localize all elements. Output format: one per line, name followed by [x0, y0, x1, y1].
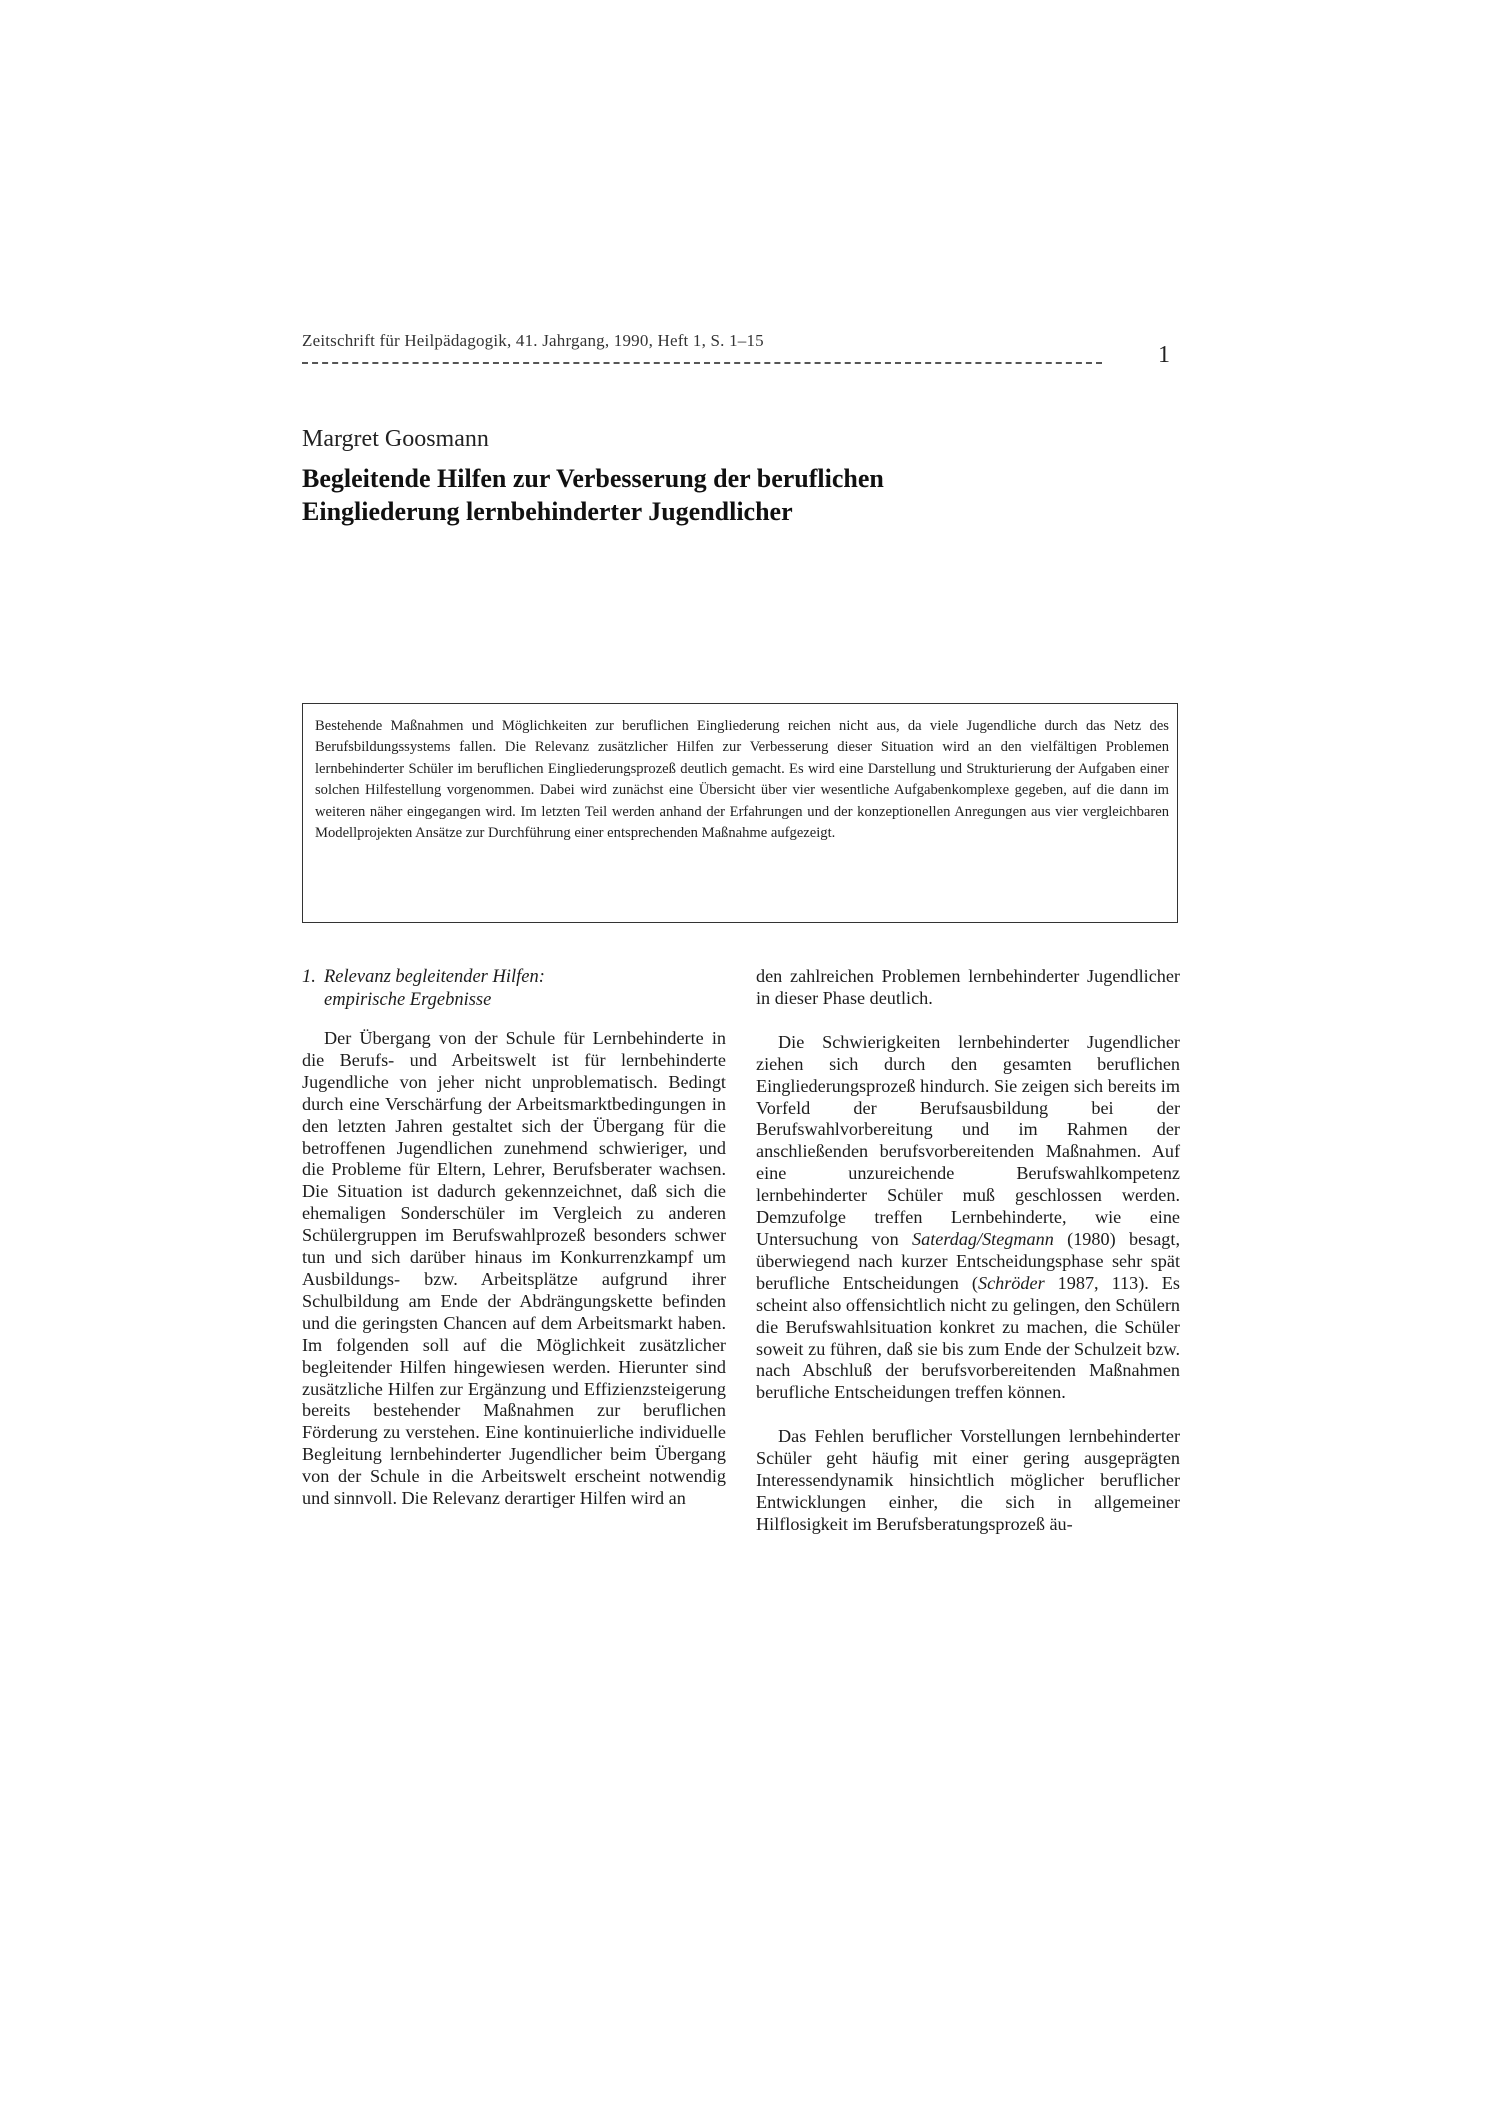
section-heading-line-2: empirische Ergebnisse: [324, 990, 492, 1010]
author-name: Margret Goosmann: [302, 426, 489, 452]
paragraph-continuation: den zahlreichen Problemen lernbehinderter Jugendlicher in dieser Phase deutlich.: [756, 966, 1180, 1008]
citation: Saterdag/Stegmann: [912, 1228, 1054, 1249]
page-number: 1: [1158, 342, 1170, 368]
header-rule: [302, 362, 1102, 364]
paragraph: [756, 1032, 1180, 1404]
section-heading: [302, 966, 726, 1012]
abstract-box: [302, 703, 1178, 923]
paragraph: Das Fehlen beruflicher Vorstellungen lernbehinderter Schüler geht häufig mit einer gering ausgeprägten Interessendynamik hinsichtlich möglicher beruflicher Entwicklungen einher, die sich in allgemeiner Hilflosigkeit im Berufsberatungsprozeß äu-: [756, 1426, 1180, 1534]
section-heading-line-1: Relevanz begleitender Hilfen:: [324, 967, 545, 987]
left-column: [302, 966, 726, 1532]
journal-header: Zeitschrift für Heilpädagogik, 41. Jahrgang, 1990, Heft 1, S. 1–15: [302, 331, 764, 350]
text-run: Die Schwierigkeiten lernbehinderter Jugendlicher ziehen sich durch den gesamten beruflichen Eingliederungsprozeß hindurch. Sie zeigen sich bereits im Vorfeld der Berufsausbildung bei der Berufswahlvorbereitung und im Rahmen der anschließenden berufsvorbereitenden Maßnahmen. Auf eine unzureichende Berufswahlkompetenz lernbehinderter Schüler muß geschlossen werden. Demzufolge treffen Lernbehinderte, wie eine Untersuchung von: [756, 1031, 1180, 1249]
title-line-2: Eingliederung lernbehinderter Jugendlicher: [302, 497, 793, 526]
abstract-text: Bestehende Maßnahmen und Möglichkeiten zur beruflichen Eingliederung reichen nicht aus, da viele Jugendliche durch das Netz des Berufsbildungssystems fallen. Die Relevanz zusätzlicher Hilfen zur Verbesserung dieser Situation wird an den vielfältigen Problemen lernbehinderter Schüler im beruflichen Eingliederungsprozeß deutlich gemacht. Es wird eine Darstellung und Strukturierung der Aufgaben einer solchen Hilfestellung vorgenommen. Dabei wird zunächst eine Übersicht über vier wesentliche Aufgabenkomplexe gegeben, auf die dann im weiteren näher eingegangen wird. Im letzten Teil werden anhand der Erfahrungen und der konzeptionellen Anregungen aus vier vergleichbaren Modellprojekten Ansätze zur Durchführung einer entsprechenden Maßnahme aufgezeigt.: [315, 718, 1169, 842]
text-run: (1980) besagt, überwiegend nach kurzer Entscheidungsphase sehr spät berufliche Entscheidungen (: [756, 1228, 1180, 1293]
title-line-1: Begleitende Hilfen zur Verbesserung der beruflichen: [302, 464, 884, 493]
paragraph: Der Übergang von der Schule für Lernbehinderte in die Berufs- und Arbeitswelt ist für lernbehinderte Jugendliche von jeher nicht unproblematisch. Bedingt durch eine Verschärfung der Arbeitsmarktbedingungen in den letzten Jahren gestaltet sich der Übergang für die betroffenen Jugendlichen zunehmend schwieriger, und die Probleme für Eltern, Lehrer, Berufsberater wachsen. Die Situation ist dadurch gekennzeichnet, daß sich die ehemaligen Sonderschüler im Vergleich zu anderen Schülergruppen im Berufswahlprozeß besonders schwer tun und sich darüber hinaus im Konkurrenzkampf um Ausbildungs- bzw. Arbeitsplätze aufgrund ihrer Schulbildung am Ende der Abdrängungskette befinden und die geringsten Chancen auf dem Arbeitsmarkt haben. Im folgenden soll auf die Möglichkeit zusätzlicher begleitender Hilfen hingewiesen werden. Hierunter sind zusätzliche Hilfen zur Ergänzung und Effizienzsteigerung bereits bestehender Maßnahmen zur beruflichen Förderung zu verstehen. Eine kontinuierliche individuelle Begleitung lernbehinderter Jugendlicher beim Übergang von der Schule in die Arbeitswelt erscheint notwendig und sinnvoll. Die Relevanz derartiger Hilfen wird an: [302, 1028, 726, 1509]
section-number: 1.: [302, 967, 316, 987]
citation: Schröder: [977, 1272, 1045, 1293]
article-title: [302, 462, 1102, 528]
text-run: 1987, 113). Es scheint also offensichtlich nicht zu gelingen, den Schülern die Berufswahlsituation konkret zu machen, die Schüler soweit zu führen, daß sie bis zum Ende der Schulzeit bzw. nach Abschluß der berufsvorbereitenden Maßnahmen berufliche Entscheidungen treffen können.: [756, 1272, 1180, 1403]
right-column: [756, 966, 1180, 1558]
